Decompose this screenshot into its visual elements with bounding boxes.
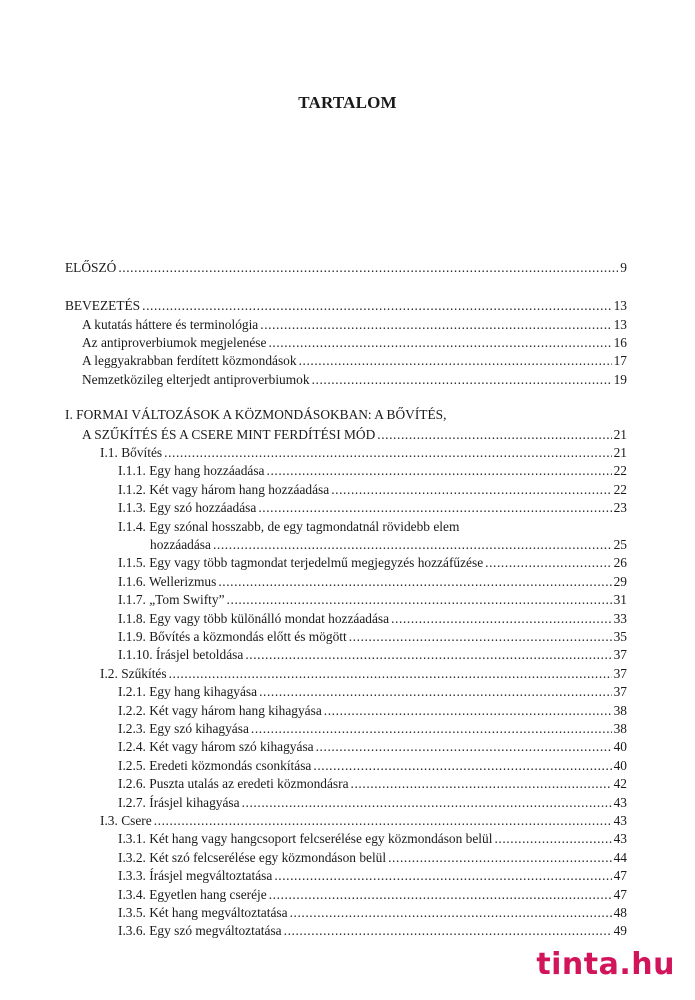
toc-entry: I.1.3. Egy szó hozzáadása ..... 23 <box>118 499 627 517</box>
toc-entry: I.2.1. Egy hang kihagyása ..... 37 <box>118 683 627 701</box>
toc-entry: I.2.6. Puszta utalás az eredeti közmondásra ..... 42 <box>118 775 627 793</box>
toc-entry: I.2.2. Két vagy három hang kihagyása ..... 38 <box>118 702 627 720</box>
toc-entry: I.1.1. Egy hang hozzáadása ..... 22 <box>118 462 627 480</box>
toc-entry: I.1.5. Egy vagy több tagmondat terjedelmű megjegyzés hozzáfűzése ..... 26 <box>118 554 627 572</box>
toc-label: BEVEZETÉS <box>65 298 141 313</box>
toc-entry: I.1.2. Két vagy három hang hozzáadása ..... 22 <box>118 481 627 499</box>
toc-label: ELŐSZÓ <box>65 260 117 275</box>
toc-entry-eloszo <box>65 259 627 277</box>
toc-page-number: 9 <box>620 260 627 275</box>
toc-entry: I.3.6. Egy szó megváltoztatása ..... 49 <box>118 922 627 940</box>
toc-entry: A kutatás háttere és terminológia ..... 13 <box>82 316 627 334</box>
toc-entry: I.2.3. Egy szó kihagyása ..... 38 <box>118 720 627 738</box>
toc-section-csere: I.3. Csere ..... 43 <box>100 812 627 830</box>
toc-leader <box>118 259 618 277</box>
toc-entry: I.3.5. Két hang megváltoztatása ..... 48 <box>118 904 627 922</box>
toc-entry: I.1.10. Írásjel betoldása ..... 37 <box>118 646 627 664</box>
toc-page-number: 13 <box>613 298 627 313</box>
tinta-watermark-logo: tinta.hu <box>536 947 675 982</box>
chapter-heading: I. FORMAI VÁLTOZÁSOK A KÖZMONDÁSOKBAN: A BŐVÍTÉS, <box>65 407 447 422</box>
toc-entry: I.3.3. Írásjel megváltoztatása ..... 47 <box>118 867 627 885</box>
toc-entry: Az antiproverbiumok megjelenése ..... 16 <box>82 334 627 352</box>
page-title: TARTALOM <box>298 93 397 112</box>
toc-entry-chapter1: A SZŰKÍTÉS ÉS A CSERE MINT FERDÍTÉSI MÓD ..... 21 <box>82 426 627 444</box>
toc-leader <box>142 297 611 315</box>
toc-entry: I.1.9. Bővítés a közmondás előtt és mögött ..... 35 <box>118 628 627 646</box>
toc-section-szukites: I.2. Szűkítés ..... 37 <box>100 665 627 683</box>
toc-entry: I.3.2. Két szó felcserélése egy közmondáson belül ..... 44 <box>118 849 627 867</box>
toc-entry: Nemzetközileg elterjedt antiproverbiumok ..... 19 <box>82 371 627 389</box>
toc-entry: I.1.6. Wellerizmus ..... 29 <box>118 573 627 591</box>
toc-entry: I.1.7. „Tom Swifty” ..... 31 <box>118 591 627 609</box>
toc-entry: I.1.8. Egy vagy több különálló mondat hozzáadása ..... 33 <box>118 610 627 628</box>
toc-entry-bevezetes <box>65 297 627 315</box>
toc-entry: I.2.4. Két vagy három szó kihagyása ..... 40 <box>118 738 627 756</box>
toc-entry: I.3.4. Egyetlen hang cseréje ..... 47 <box>118 886 627 904</box>
toc-entry: I.2.5. Eredeti közmondás csonkítása ..... 40 <box>118 757 627 775</box>
toc-entry: hozzáadása ..... 25 <box>150 536 627 554</box>
toc-entry-line: I.1.4. Egy szónal hosszabb, de egy tagmondatnál rövidebb elem <box>118 519 460 534</box>
toc-entry: I.3.1. Két hang vagy hangcsoport felcserélése egy közmondáson belül ..... 43 <box>118 830 627 848</box>
toc-section-bovites: I.1. Bővítés ..... 21 <box>100 444 627 462</box>
toc-entry: A leggyakrabban ferdített közmondások ..... 17 <box>82 352 627 370</box>
toc-entry: I.2.7. Írásjel kihagyása ..... 43 <box>118 794 627 812</box>
